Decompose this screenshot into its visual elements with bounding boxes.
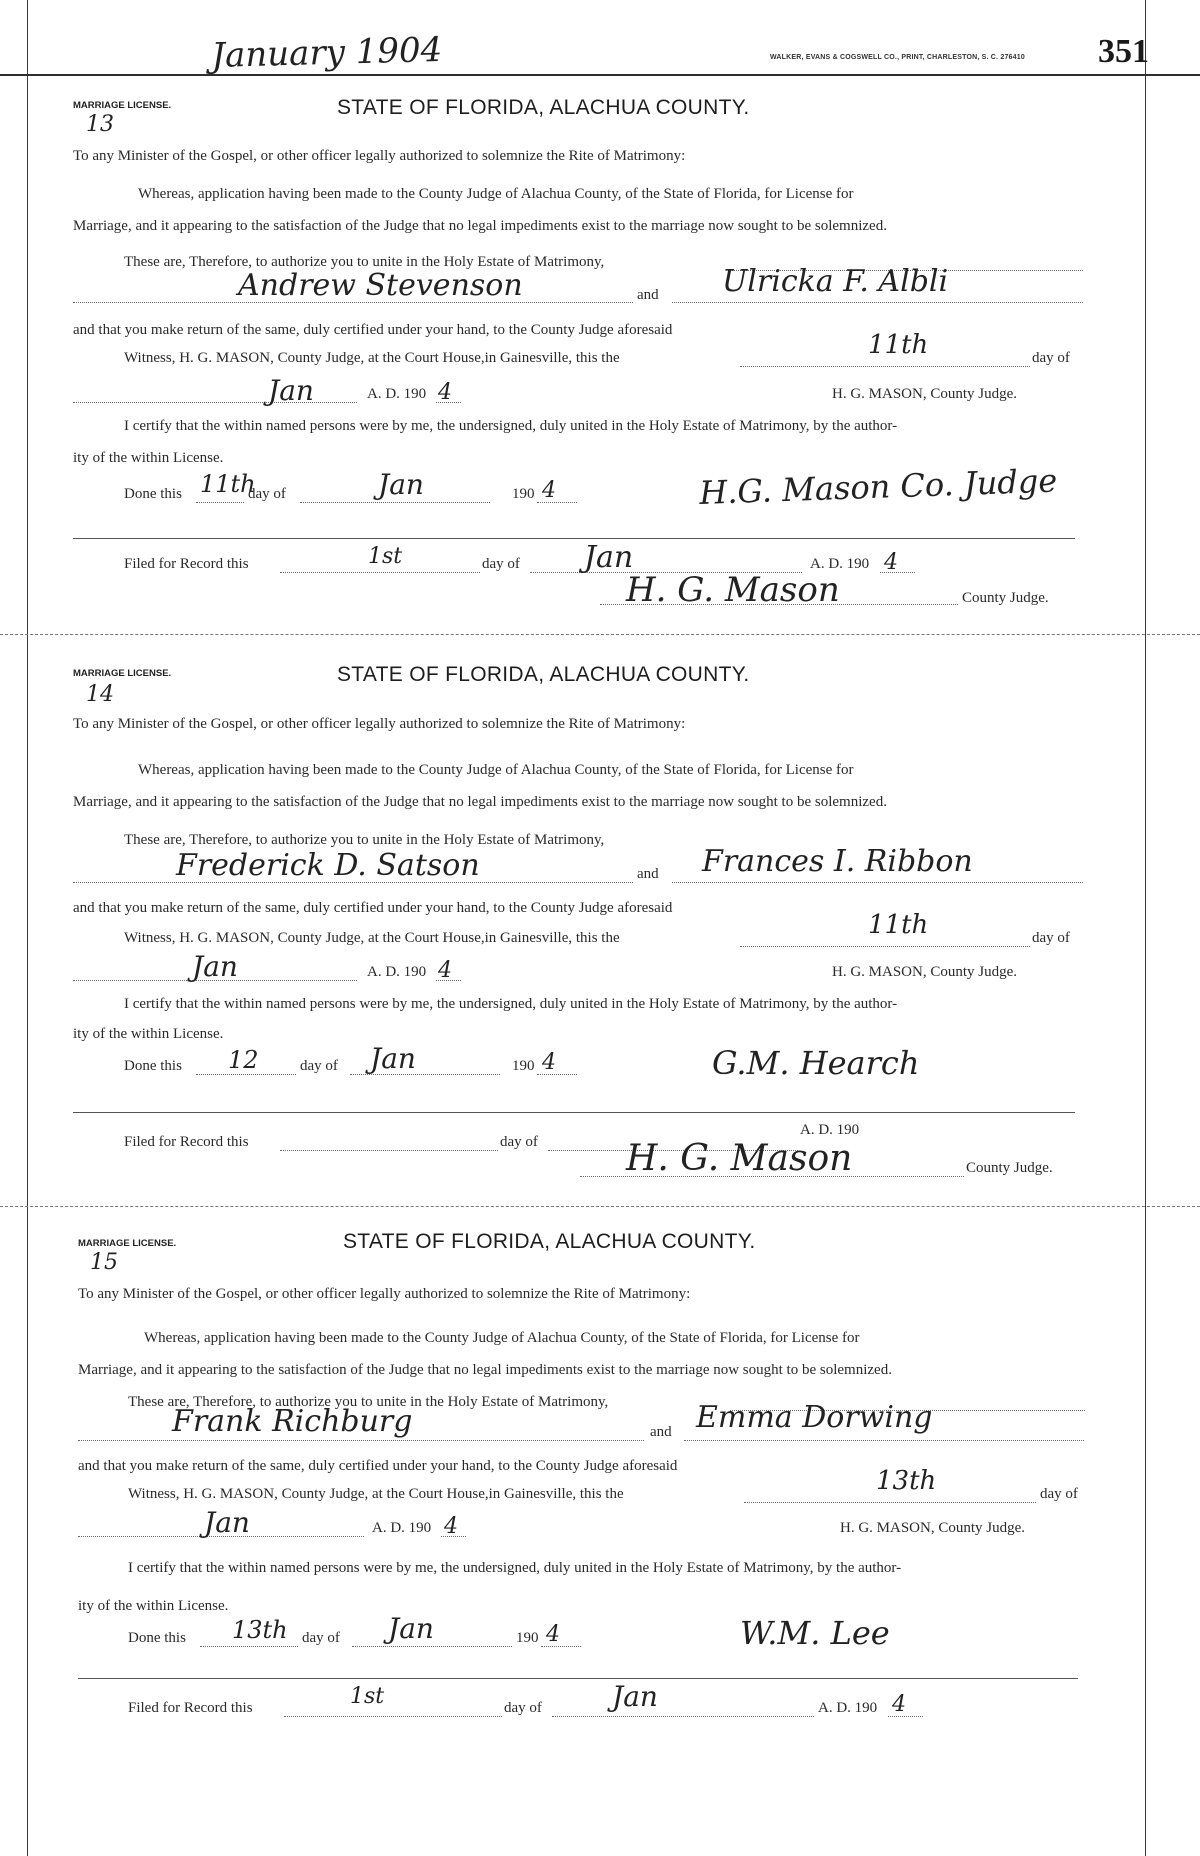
done-month: Jan — [388, 1612, 434, 1645]
license-label: MARRIAGE LICENSE. — [73, 100, 172, 111]
filed-signature: H. G. Mason — [626, 1138, 853, 1179]
witness-month: Jan — [268, 374, 314, 407]
judge-label: H. G. MASON, County Judge. — [832, 964, 1018, 980]
bride-name: Frances I. Ribbon — [702, 844, 973, 879]
printer-imprint: WALKER, EVANS & COGSWELL CO., PRINT, CHARLESTON, S. C. 276410 — [770, 54, 1025, 61]
whereas-line-1: Whereas, application having been made to the County Judge of Alachua County, of the State of Florida, for License for — [138, 186, 854, 202]
done-label: Done this — [128, 1630, 186, 1646]
return-line: and that you make return of the same, duly certified under your hand, to the County Judge aforesaid — [73, 900, 673, 916]
done-year: 4 — [542, 478, 556, 503]
witness-line: Witness, H. G. MASON, County Judge, at the Court House,in Gainesville, this the — [124, 930, 620, 946]
bride-name: Emma Dorwing — [696, 1400, 933, 1435]
top-rule — [0, 74, 1200, 76]
groom-name: Frank Richburg — [172, 1404, 413, 1439]
done-day-of: day of — [302, 1630, 340, 1646]
filed-label: Filed for Record this — [124, 1134, 249, 1150]
witness-day: 13th — [876, 1466, 937, 1496]
officiant-signature: W.M. Lee — [740, 1614, 890, 1652]
filed-ad: A. D. 190 — [800, 1122, 860, 1138]
license-number: 13 — [86, 112, 114, 137]
done-label: Done this — [124, 1058, 182, 1074]
and-label: and — [637, 866, 659, 882]
address-line: To any Minister of the Gospel, or other officer legally authorized to solemnize the Rite of Matrimony: — [73, 716, 686, 732]
filed-label: Filed for Record this — [128, 1700, 253, 1716]
ad-label: A. D. 190 — [372, 1520, 432, 1536]
license-label: MARRIAGE LICENSE. — [78, 1238, 177, 1249]
groom-name: Andrew Stevenson — [238, 268, 523, 303]
witness-day: 11th — [868, 330, 929, 360]
address-line: To any Minister of the Gospel, or other officer legally authorized to solemnize the Rite of Matrimony: — [78, 1286, 691, 1302]
whereas-line-2: Marriage, and it appearing to the satisfaction of the Judge that no legal impediments exist to the marriage now sought to be solemnized. — [73, 218, 887, 234]
license-label: MARRIAGE LICENSE. — [73, 668, 172, 679]
witness-year: 4 — [444, 1514, 458, 1539]
filed-label: Filed for Record this — [124, 556, 249, 572]
filed-day: 1st — [350, 1684, 385, 1709]
witness-year: 4 — [438, 380, 452, 405]
certify-line-1: I certify that the within named persons were by me, the undersigned, duly united in the Holy Estate of Matrimony, by the author- — [128, 1560, 902, 1576]
ad-label: A. D. 190 — [367, 386, 427, 402]
filed-month: Jan — [584, 540, 634, 575]
county-judge-label: County Judge. — [962, 590, 1049, 606]
done-day: 12 — [228, 1046, 259, 1074]
witness-day: 11th — [868, 910, 929, 940]
filed-day-of: day of — [500, 1134, 538, 1150]
separator-2 — [0, 1206, 1200, 1207]
certify-line-2: ity of the within License. — [78, 1598, 229, 1614]
filed-signature: H. G. Mason — [626, 570, 840, 610]
whereas-line-2: Marriage, and it appearing to the satisfaction of the Judge that no legal impediments exist to the marriage now sought to be solemnized. — [78, 1362, 892, 1378]
done-day-of: day of — [300, 1058, 338, 1074]
officiant-signature: G.M. Hearch — [712, 1044, 920, 1082]
witness-month: Jan — [204, 1506, 250, 1539]
return-line: and that you make return of the same, duly certified under your hand, to the County Judge aforesaid — [73, 322, 673, 338]
groom-name: Frederick D. Satson — [176, 848, 480, 883]
done-year: 4 — [542, 1050, 556, 1075]
certify-line-1: I certify that the within named persons were by me, the undersigned, duly united in the Holy Estate of Matrimony, by the author- — [124, 418, 898, 434]
done-190: 190 — [512, 486, 535, 502]
filed-ad: A. D. 190 — [810, 556, 870, 572]
witness-year: 4 — [438, 958, 452, 983]
left-border — [27, 0, 28, 1856]
address-line: To any Minister of the Gospel, or other officer legally authorized to solemnize the Rite of Matrimony: — [73, 148, 686, 164]
whereas-line-1: Whereas, application having been made to the County Judge of Alachua County, of the State of Florida, for License for — [144, 1330, 860, 1346]
filed-year: 4 — [884, 550, 898, 575]
therefore-line: These are, Therefore, to authorize you to unite in the Holy Estate of Matrimony, — [128, 1394, 609, 1410]
whereas-line-2: Marriage, and it appearing to the satisfaction of the Judge that no legal impediments exist to the marriage now sought to be solemnized. — [73, 794, 887, 810]
whereas-line-1: Whereas, application having been made to the County Judge of Alachua County, of the State of Florida, for License for — [138, 762, 854, 778]
and-label: and — [637, 287, 659, 303]
bride-name: Ulricka F. Albli — [722, 264, 949, 299]
license-heading: STATE OF FLORIDA, ALACHUA COUNTY. — [343, 1230, 756, 1253]
separator-1 — [0, 634, 1200, 635]
license-heading: STATE OF FLORIDA, ALACHUA COUNTY. — [337, 96, 750, 119]
filed-month: Jan — [612, 1680, 658, 1713]
therefore-line: These are, Therefore, to authorize you to unite in the Holy Estate of Matrimony, — [124, 254, 605, 270]
filed-year: 4 — [892, 1692, 906, 1717]
done-190: 190 — [512, 1058, 535, 1074]
filed-day: 1st — [368, 544, 403, 569]
certify-line-2: ity of the within License. — [73, 450, 224, 466]
done-month: Jan — [378, 468, 424, 501]
done-day-of: day of — [248, 486, 286, 502]
license-number: 14 — [86, 682, 114, 707]
therefore-line: These are, Therefore, to authorize you to unite in the Holy Estate of Matrimony, — [124, 832, 605, 848]
done-day: 13th — [232, 1616, 288, 1644]
filed-day-of: day of — [504, 1700, 542, 1716]
certify-line-2: ity of the within License. — [73, 1026, 224, 1042]
done-day: 11th — [200, 470, 256, 498]
license-heading: STATE OF FLORIDA, ALACHUA COUNTY. — [337, 663, 750, 686]
judge-label: H. G. MASON, County Judge. — [832, 386, 1018, 402]
judge-label: H. G. MASON, County Judge. — [840, 1520, 1026, 1536]
day-of-label: day of — [1032, 930, 1070, 946]
and-label: and — [650, 1424, 672, 1440]
officiant-signature: H.G. Mason Co. Judge — [698, 461, 1058, 512]
filed-ad: A. D. 190 — [818, 1700, 878, 1716]
done-190: 190 — [516, 1630, 539, 1646]
filed-day-of: day of — [482, 556, 520, 572]
right-border — [1145, 0, 1146, 1856]
license-number: 15 — [90, 1250, 118, 1275]
done-label: Done this — [124, 486, 182, 502]
witness-month: Jan — [192, 950, 238, 983]
page-number: 351 — [1098, 33, 1149, 70]
done-year: 4 — [546, 1622, 560, 1647]
witness-line: Witness, H. G. MASON, County Judge, at the Court House,in Gainesville, this the — [128, 1486, 624, 1502]
ad-label: A. D. 190 — [367, 964, 427, 980]
day-of-label: day of — [1040, 1486, 1078, 1502]
certify-line-1: I certify that the within named persons were by me, the undersigned, duly united in the Holy Estate of Matrimony, by the author- — [124, 996, 898, 1012]
done-month: Jan — [370, 1042, 416, 1075]
day-of-label: day of — [1032, 350, 1070, 366]
witness-line: Witness, H. G. MASON, County Judge, at the Court House,in Gainesville, this the — [124, 350, 620, 366]
header-date-handwritten: January 1904 — [210, 29, 443, 76]
county-judge-label: County Judge. — [966, 1160, 1053, 1176]
return-line: and that you make return of the same, duly certified under your hand, to the County Judge aforesaid — [78, 1458, 678, 1474]
